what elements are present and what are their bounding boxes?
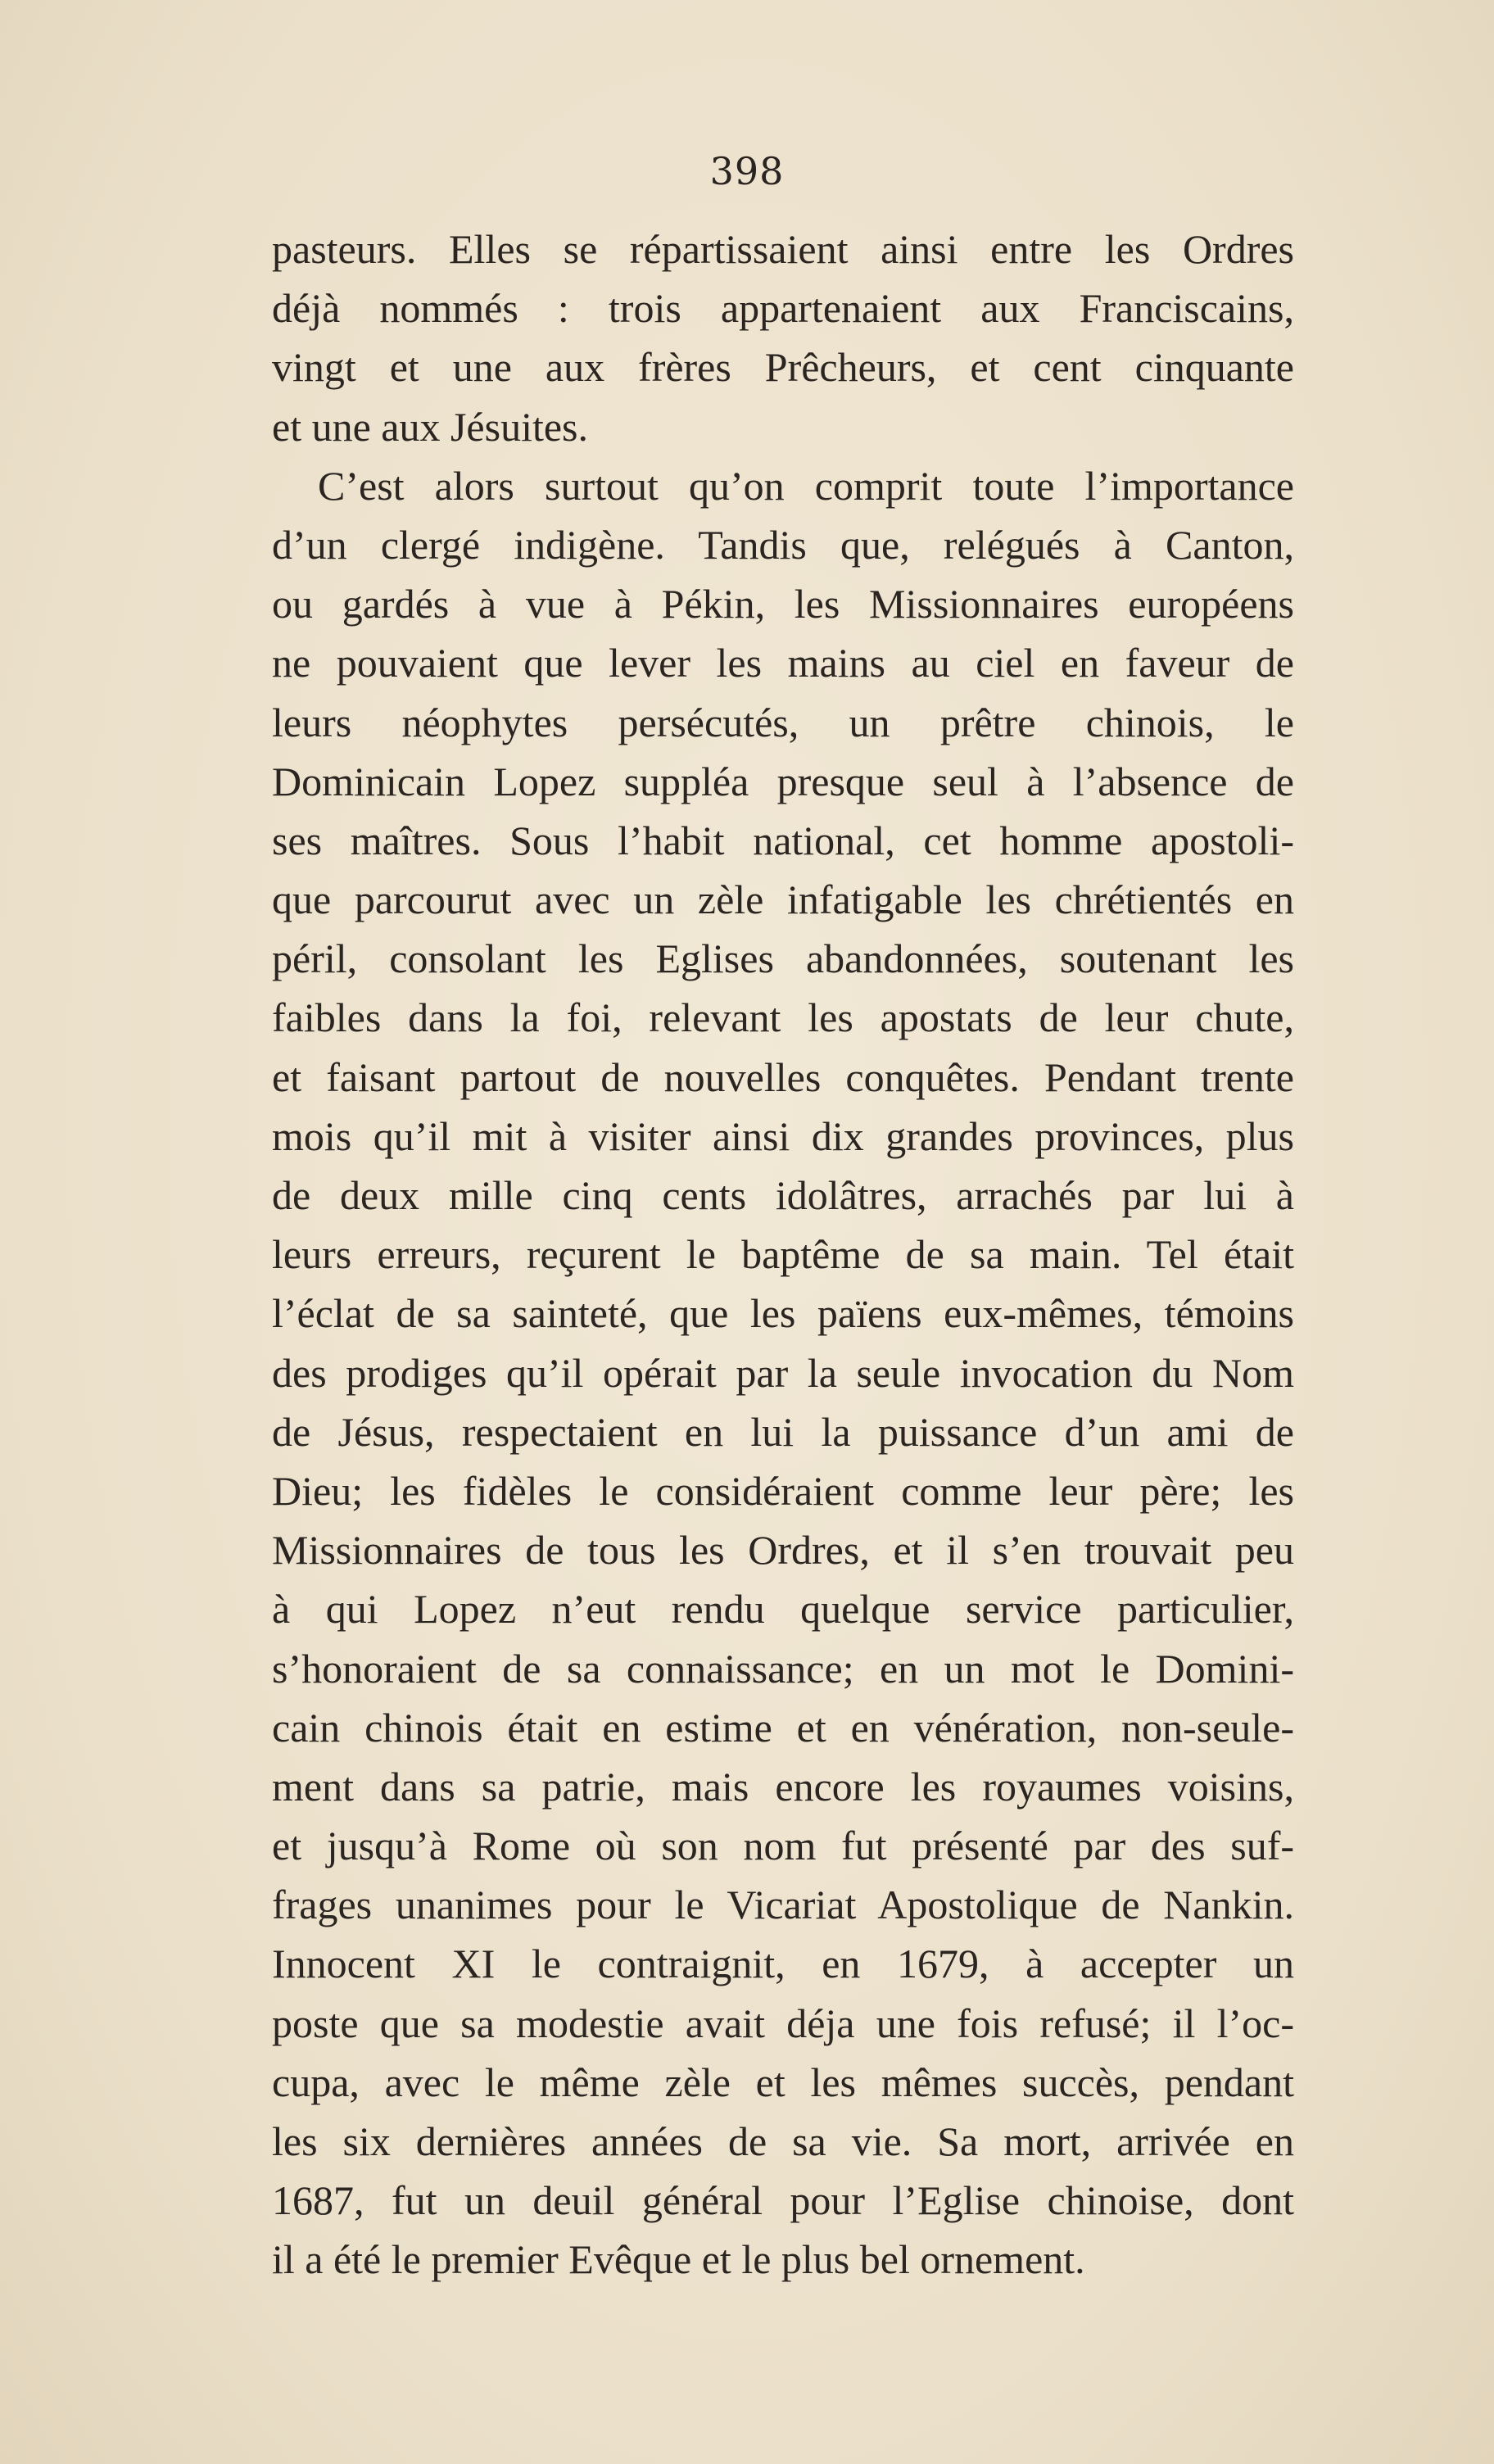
text-line: déjà nommés : trois appartenaient aux Franciscains,: [272, 285, 1294, 332]
text-line: péril, consolant les Eglises abandonnées, soutenant les: [272, 935, 1294, 982]
text-line: Dominicain Lopez suppléa presque seul à l’absence de: [272, 758, 1294, 804]
text-line: Dieu; les fidèles le considéraient comme leur père; les: [272, 1467, 1294, 1514]
text-line: cain chinois était en estime et en vénération, non-seule-: [272, 1704, 1294, 1751]
text-line: les six dernières années de sa vie. Sa mort, arrivée en: [272, 2118, 1294, 2164]
text-line: des prodiges qu’il opérait par la seule invocation du Nom: [272, 1349, 1294, 1396]
text-line: de deux mille cinq cents idolâtres, arrachés par lui à: [272, 1172, 1294, 1218]
body-text: [272, 220, 1294, 2290]
text-line: vingt et une aux frères Prêcheurs, et cent cinquante: [272, 344, 1294, 391]
text-line: ou gardés à vue à Pékin, les Missionnaires européens: [272, 581, 1294, 627]
text-line: frages unanimes pour le Vicariat Apostolique de Nankin.: [272, 1882, 1294, 1928]
text-line: Missionnaires de tous les Ordres, et il s’en trouvait peu: [272, 1527, 1294, 1574]
text-line: et une aux Jésuites.: [272, 403, 589, 450]
text-line: il a été le premier Evêque et le plus bel ornement.: [272, 2236, 1085, 2283]
text-line: l’éclat de sa sainteté, que les païens eux-mêmes, témoins: [272, 1290, 1294, 1337]
text-line: ment dans sa patrie, mais encore les royaumes voisins,: [272, 1763, 1294, 1810]
text-line: poste que sa modestie avait déja une fois refusé; il l’oc-: [272, 2000, 1294, 2046]
text-line: pasteurs. Elles se répartissaient ainsi entre les Ordres: [272, 226, 1294, 272]
text-line: 1687, fut un deuil général pour l’Eglise chinoise, dont: [272, 2177, 1294, 2224]
page-number: 398: [709, 149, 785, 193]
text-line: ses maîtres. Sous l’habit national, cet homme apostoli-: [272, 817, 1294, 863]
text-line: C’est alors surtout qu’on comprit toute l’importance: [318, 462, 1294, 509]
text-line: mois qu’il mit à visiter ainsi dix grandes provinces, plus: [272, 1112, 1294, 1159]
text-line: leurs erreurs, reçurent le baptême de sa main. Tel était: [272, 1231, 1294, 1278]
text-line: cupa, avec le même zèle et les mêmes succès, pendant: [272, 2059, 1294, 2105]
text-line: s’honoraient de sa connaissance; en un mot le Domini-: [272, 1645, 1294, 1692]
text-line: d’un clergé indigène. Tandis que, relégués à Canton,: [272, 521, 1294, 568]
text-line: et faisant partout de nouvelles conquêtes. Pendant trente: [272, 1053, 1294, 1100]
text-line: leurs néophytes persécutés, un prêtre chinois, le: [272, 699, 1294, 745]
text-line: que parcourut avec un zèle infatigable les chrétientés en: [272, 876, 1294, 923]
text-line: faibles dans la foi, relevant les apostats de leur chute,: [272, 994, 1294, 1041]
text-line: ne pouvaient que lever les mains au ciel en faveur de: [272, 640, 1294, 686]
text-line: et jusqu’à Rome où son nom fut présenté par des suf-: [272, 1823, 1294, 1869]
text-line: à qui Lopez n’eut rendu quelque service particulier,: [272, 1586, 1294, 1633]
text-line: Innocent XI le contraignit, en 1679, à accepter un: [272, 1941, 1294, 1987]
text-line: de Jésus, respectaient en lui la puissance d’un ami de: [272, 1408, 1294, 1455]
